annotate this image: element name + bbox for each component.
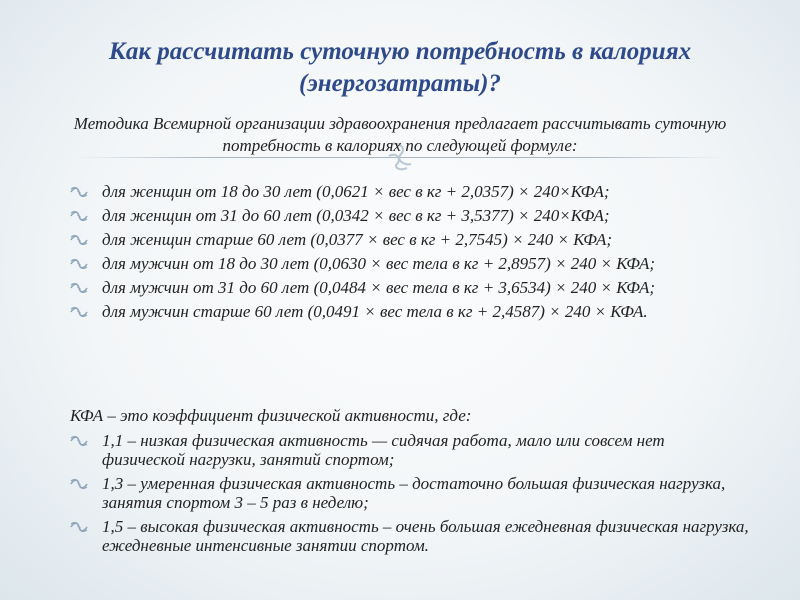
slide-title: Как рассчитать суточную потребность в калориях (энергозатраты)? bbox=[108, 38, 692, 97]
activity-level-item-text: 1,5 – высокая физическая активность – очень большая ежедневная физическая нагрузка, ежедневные интенсивные занятии спортом. bbox=[102, 517, 749, 555]
ornamental-bullet-icon bbox=[70, 476, 88, 490]
ornamental-bullet-icon bbox=[70, 519, 88, 533]
activity-level-item bbox=[70, 431, 750, 469]
formula-item-text: для мужчин старше 60 лет (0,0491 × вес тела в кг + 2,4587) × 240 × КФА. bbox=[102, 302, 648, 321]
formula-item-text: для женщин от 31 до 60 лет (0,0342 × вес в кг + 3,5377) × 240×КФА; bbox=[102, 206, 610, 225]
activity-level-item-text: 1,3 – умеренная физическая активность – достаточно большая физическая нагрузка, занятия спортом 3 – 5 раз в неделю; bbox=[102, 474, 726, 512]
formula-item bbox=[70, 206, 750, 225]
intro-text: Методика Всемирной организации здравоохранения предлагает рассчитывать суточную потребность в калориях по следующей формуле: bbox=[73, 114, 727, 155]
formula-item bbox=[70, 254, 750, 273]
ornamental-bullet-icon bbox=[70, 208, 88, 222]
formula-item bbox=[70, 278, 750, 297]
activity-level-item-text: 1,1 – низкая физическая активность — сидячая работа, мало или совсем нет физической нагрузки, занятий спортом; bbox=[102, 431, 665, 469]
ornamental-bullet-icon bbox=[70, 433, 88, 447]
activity-level-list bbox=[70, 431, 750, 560]
ornamental-bullet-icon bbox=[70, 304, 88, 318]
formula-item bbox=[70, 182, 750, 201]
formula-item-text: для женщин от 18 до 30 лет (0,0621 × вес в кг + 2,0357) × 240×КФА; bbox=[102, 182, 610, 201]
ornamental-bullet-icon bbox=[70, 280, 88, 294]
ornamental-bullet-icon bbox=[70, 184, 88, 198]
formula-item-text: для мужчин от 31 до 60 лет (0,0484 × вес тела в кг + 3,6534) × 240 × КФА; bbox=[102, 278, 656, 297]
formula-item-text: для мужчин от 18 до 30 лет (0,0630 × вес тела в кг + 2,8957) × 240 × КФА; bbox=[102, 254, 656, 273]
kfa-heading: КФА – это коэффициент физической активности, где: bbox=[70, 406, 472, 425]
formula-item bbox=[70, 230, 750, 249]
formula-list bbox=[70, 182, 750, 326]
ornamental-bullet-icon bbox=[70, 232, 88, 246]
activity-level-item bbox=[70, 517, 750, 555]
formula-item bbox=[70, 302, 750, 321]
formula-item-text: для женщин старше 60 лет (0,0377 × вес в кг + 2,7545) × 240 × КФА; bbox=[102, 230, 613, 249]
activity-level-item bbox=[70, 474, 750, 512]
ornamental-bullet-icon bbox=[70, 256, 88, 270]
